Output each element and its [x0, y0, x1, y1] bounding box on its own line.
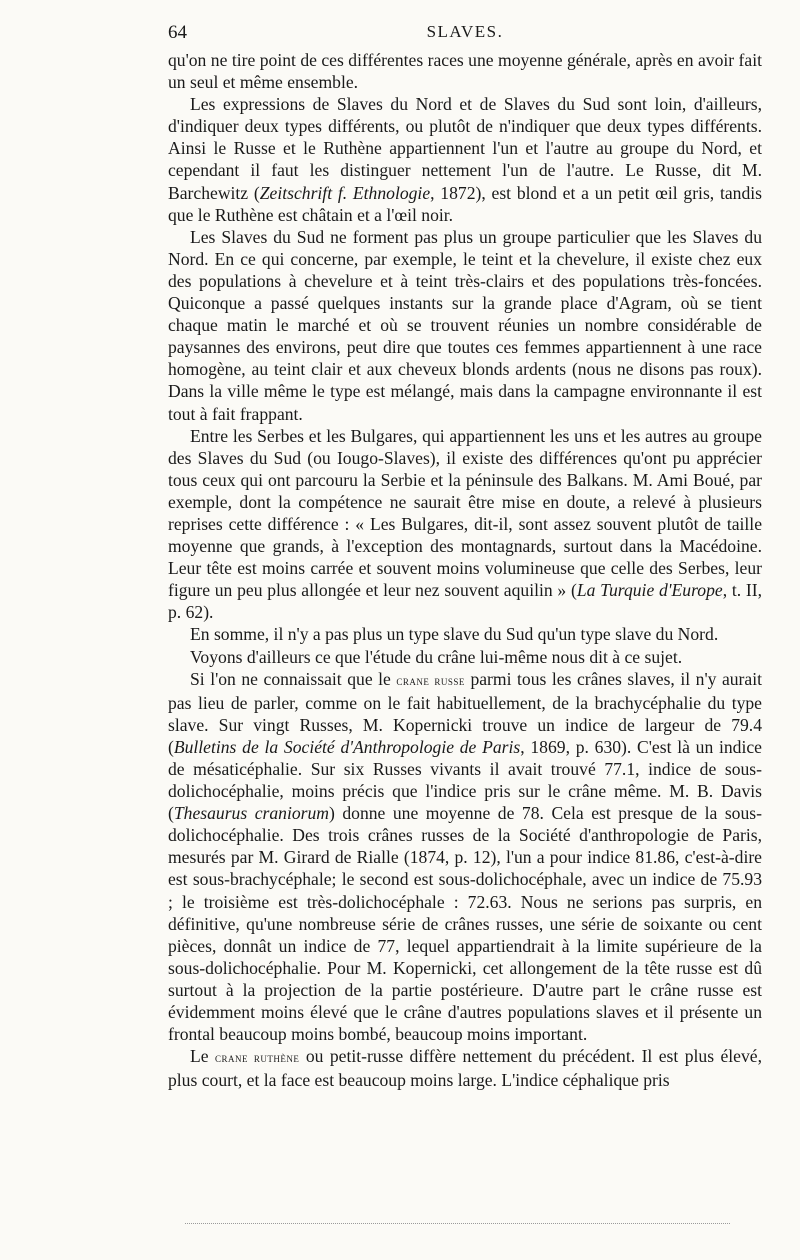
page-body: [168, 49, 762, 1091]
running-title: SLAVES.: [426, 22, 504, 41]
footer-dotted-rule: [185, 1223, 730, 1224]
text-run: Le: [190, 1046, 215, 1067]
text-run: qu'on ne tire point de ces différentes races une moyenne générale, après en avoir fait un seul et même ensemble.: [168, 50, 762, 93]
text-run: Les Slaves du Sud ne forment pas plus un groupe particulier que les Slaves du Nord. En ce qui concerne, par exemple, le teint et la chevelure, il existe chez eux des populations à chevelure et à teint très-clairs et des populations très-foncées. Quiconque a passé quelques instants sur la grande place d'Agram, où se tient chaque matin le marché et où se trouvent réunies un nombre considérable de paysannes des environs, peut dire que toutes ces femmes appartiennent à une race homogène, au teint clair et aux cheveux blonds ardents (nous ne disons pas roux). Dans la ville même le type est mélangé, mais dans la campagne environnante il est tout à fait frappant.: [168, 226, 762, 424]
text-run: , 1869, p. 630). C'est là un indice de mésaticéphalie. Sur six Russes vivants il avait trouvé 77.1, indice de sous-dolichocéphalie, moins précis que l'indice pris sur le crâne même. M. B. Davis (: [168, 736, 762, 824]
citation-title: Bulletins de la Société d'Anthropologie de Paris: [173, 736, 521, 757]
text-run: Les expressions de Slaves du Nord et de Slaves du Sud sont loin, d'ailleurs, d'indiquer deux types différents, ou plutôt de n'indiquer que deux types différents. Ainsi le Russe et le Ruthène appartiennent l'un et l'autre au groupe du Nord, et cependant il faut les distinguer nettement l'un de l'autre. Le Russe, dit M. Barchewitz (: [168, 94, 762, 203]
paragraph: [168, 93, 762, 226]
text-run: , t. II, p. 62).: [168, 580, 762, 623]
paragraph: [168, 646, 762, 668]
paragraph: [168, 623, 762, 645]
citation-title: Thesaurus craniorum: [173, 803, 329, 824]
paragraph: [168, 1045, 762, 1091]
text-run: , 1872), est blond et a un petit œil gris, tandis que le Ruthène est châtain et a l'œil noir.: [168, 182, 762, 225]
paragraph: [168, 668, 762, 1046]
text-run: Voyons d'ailleurs ce que l'étude du crâne lui-même nous dit à ce sujet.: [190, 646, 683, 667]
paragraph: [168, 425, 762, 624]
page-header: [168, 22, 762, 48]
citation-title: La Turquie d'Europe: [576, 580, 723, 601]
text-run: Entre les Serbes et les Bulgares, qui appartiennent les uns et les autres au groupe des Slaves du Sud (ou Iougo-Slaves), il existe des différences qu'ont pu apprécier tous ceux qui ont parcouru la Serbie et la péninsule des Balkans. M. Ami Boué, par exemple, dont la compétence ne saurait être mise en doute, a relevé à plusieurs reprises cette différence : « Les Bulgares, dit-il, sont assez souvent plutôt de taille moyenne que grands, à l'exception des montagnards, surtout dans la Macédoine. Leur tête est moins carrée et souvent moins volumineuse que celle des Serbes, leur figure un peu plus allongée et leur nez souvent aquilin » (: [168, 425, 762, 601]
text-run: ) donne une moyenne de 78. Cela est presque de la sous-dolichocéphalie. Des trois crânes russes de la Société d'anthropologie de Paris, mesurés par M. Girard de Rialle (1874, p. 12), l'un a pour indice 81.86, c'est-à-dire est sous-brachycéphale; le second est sous-dolichocéphale, avec un indice de 75.93 ; le troisième est très-dolichocéphale : 72.63. Nous ne serions pas surpris, en définitive, qu'une nombreuse série de crânes russes, une série de soixante ou cent pièces, donnât un indice de 77, lequel appartiendrait à la limite supérieure de la sous-dolichocéphalie. Pour M. Kopernicki, cet allongement de la tête russe est dû surtout à la projection de la partie postérieure. D'autre part le crâne russe est évidemment moins élevé que le crâne d'autres populations slaves et il présente un frontal beaucoup moins bombé, beaucoup moins important.: [168, 803, 762, 1045]
text-run: ou petit-russe diffère nettement du précédent. Il est plus élevé, plus court, et la face est beaucoup moins large. L'indice céphalique pris: [168, 1046, 762, 1091]
small-caps-term: crane russe: [396, 672, 465, 688]
paragraph: [168, 49, 762, 93]
page-number: 64: [168, 22, 187, 43]
small-caps-term: crane ruthène: [214, 1050, 300, 1066]
text-run: Si l'on ne connaissait que le: [190, 668, 397, 689]
paragraph: [168, 226, 762, 425]
citation-title: Zeitschrift f. Ethnologie: [259, 182, 431, 203]
text-run: En somme, il n'y a pas plus un type slave du Sud qu'un type slave du Nord.: [190, 624, 719, 645]
text-run: parmi tous les crânes slaves, il n'y aurait pas lieu de parler, comme on le fait habituellement, de la brachycéphalie du type slave. Sur vingt Russes, M. Kopernicki trouve un indice de largeur de 79.4 (: [168, 668, 762, 757]
